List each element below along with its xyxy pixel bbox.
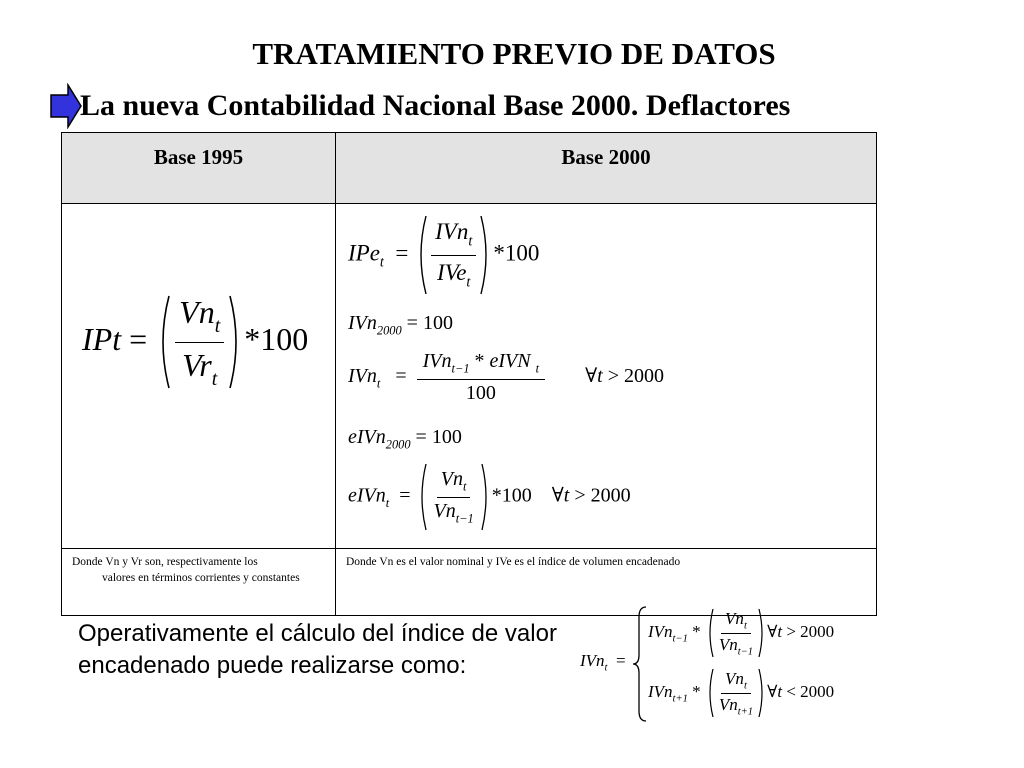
note-base-1995 [62,549,336,616]
slide-subtitle: La nueva Contabilidad Nacional Base 2000. Deflactores [80,89,791,122]
piecewise-case-1: IVn$_{t-1}$ * $\frac{Vn_t}{Vn_{t-1}}$ ∀t > 2000 [648,608,835,658]
arrow-right-icon [50,83,82,129]
formula-base-2000 [336,204,877,549]
header-base-2000: Base 2000 [336,133,877,204]
eivn-2000-formula: eIVn$_{2000}$ = 100 [348,426,462,452]
deflator-table [61,132,877,616]
header-base-1995: Base 1995 [62,133,336,204]
formula-base-1995 [62,204,336,549]
note-base-2000: Donde Vn es el valor nominal y IVe es el índice de volumen encadenado [336,549,877,616]
note-1995-line1: Donde Vn y Vr son, respectivamente los [72,556,258,568]
ipt-formula: IPt = $\frac{Vn_t}{Vr_t}$ *100 [82,294,309,390]
explanation-line2: encadenado puede realizarse como: [78,652,467,679]
ivn-t-formula: IVn$_t$ = $\frac{IVn_{t-1} * eIVN _t}{100}$ ∀t > 2000 [348,350,664,404]
piecewise-lhs: IVn$_t$ = [580,651,626,674]
slide-title: TRATAMIENTO PREVIO DE DATOS [252,36,776,71]
ivn-2000-formula: IVn$_{2000}$ = 100 [348,312,453,338]
explanation-text [78,618,557,682]
brace-icon [632,605,648,723]
explanation-line1: Operativamente el cálculo del índice de valor [78,620,557,647]
piecewise-formula [580,603,880,725]
note-1995-line2: valores en términos corrientes y constantes [102,572,300,584]
ipe-formula: IPe$_t$ = $\frac{IVn_t}{IVe_t}$ *100 [348,214,539,296]
eivn-t-formula: eIVn$_t$ = $\frac{Vn_t}{Vn_{t-1}}$ *100 ∀t > 2000 [348,462,631,532]
piecewise-case-2: IVn$_{t+1}$ * $\frac{Vn_t}{Vn_{t+1}}$ ∀t < 2000 [648,668,835,718]
